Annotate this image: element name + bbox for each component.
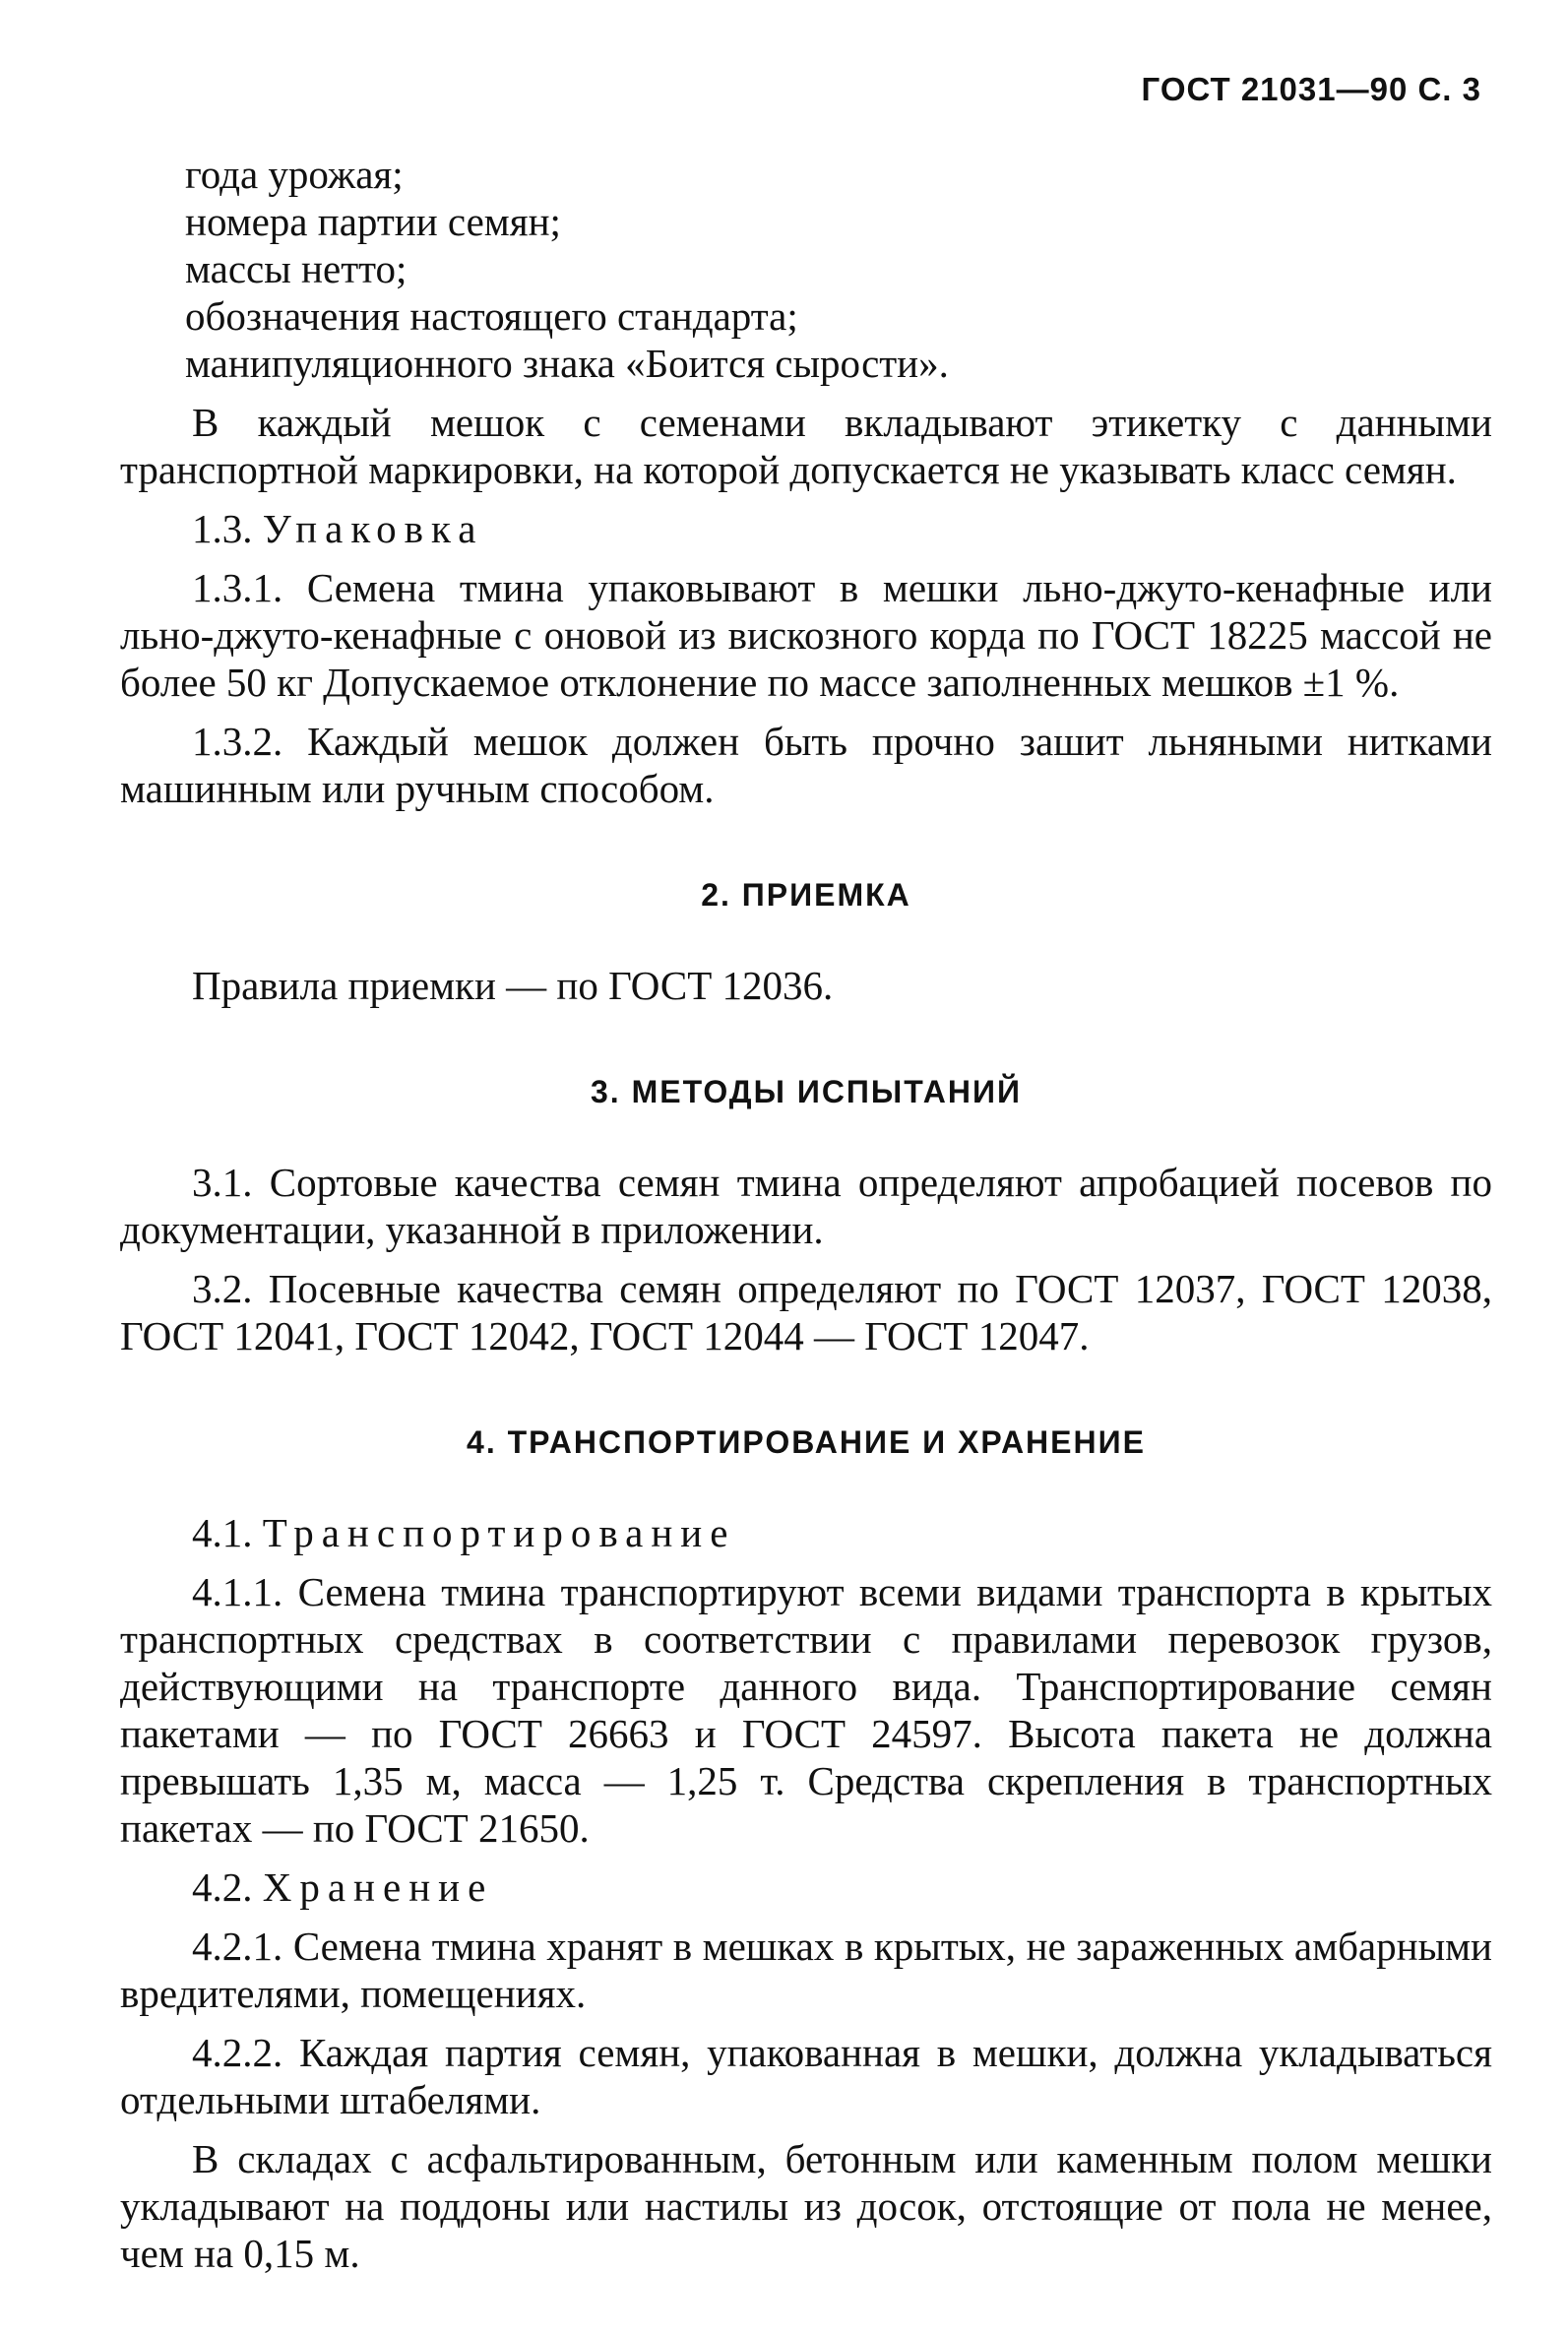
- subsection-number: 1.3.: [192, 506, 253, 551]
- list-item: массы нетто;: [185, 246, 408, 291]
- subsection-title: Транспортирование: [262, 1510, 736, 1555]
- subsection-heading-storage: [120, 1863, 1492, 1911]
- paragraph-1-3-1: 1.3.1. Семена тмина упаковывают в мешки льно-джуто-кенафные или льно-джуто-кенафные с оновой из вискозного корда по ГОСТ 18225 массой не более 50 кг Допускаемое отклонение по массе заполненных мешков ±1 %.: [120, 565, 1492, 705]
- section-title-test-methods: 3. МЕТОДЫ ИСПЫТАНИЙ: [591, 1074, 1022, 1109]
- paragraph-3-2: 3.2. Посевные качества семян определяют по ГОСТ 12037, ГОСТ 12038, ГОСТ 12041, ГОСТ 12042, ГОСТ 12044 — ГОСТ 12047.: [120, 1266, 1492, 1358]
- subsection-title: Хранение: [262, 1864, 494, 1910]
- document-body: [120, 151, 1492, 2289]
- list-item: номера партии семян;: [185, 199, 561, 244]
- paragraph-4-2-1: 4.2.1. Семена тмина хранят в мешках в крытых, не зараженных амбарными вредителями, помещениях.: [120, 1924, 1492, 2016]
- paragraph-3-1: 3.1. Сортовые качества семян тмина определяют апробацией посевов по документации, указанной в приложении.: [120, 1160, 1492, 1252]
- page-header: ГОСТ 21031—90 С. 3: [1141, 71, 1481, 107]
- subsection-title: Упаковка: [262, 506, 484, 551]
- label-paragraph: В каждый мешок с семенами вкладывают этикетку с данными транспортной маркировки, на которой допускается не указывать класс семян.: [120, 400, 1492, 492]
- section-title-transport-storage: 4. ТРАНСПОРТИРОВАНИЕ И ХРАНЕНИЕ: [467, 1424, 1146, 1460]
- section-title-acceptance: 2. ПРИЕМКА: [701, 877, 911, 913]
- paragraph-1-3-2: 1.3.2. Каждый мешок должен быть прочно зашит льняными нитками машинным или ручным способом.: [120, 719, 1492, 811]
- paragraph-acceptance-rules: Правила приемки — по ГОСТ 12036.: [192, 963, 834, 1008]
- subsection-heading-transport: [120, 1509, 1492, 1556]
- subsection-number: 4.1.: [192, 1510, 253, 1555]
- subsection-number: 4.2.: [192, 1864, 253, 1910]
- subsection-heading-packaging: [120, 505, 1492, 552]
- list-item: года урожая;: [185, 152, 404, 197]
- paragraph-4-1-1: 4.1.1. Семена тмина транспортируют всеми видами транспорта в крытых транспортных средствах в соответствии с правилами перевозок грузов, действующими на транспорте данного вида. Транспортирование семян пакетами — по ГОСТ 26663 и ГОСТ 24597. Высота пакета не должна превышать 1,35 м, масса — 1,25 т. Средства скрепления в транспортных пакетах — по ГОСТ 21650.: [120, 1569, 1492, 1851]
- paragraph-4-2-2: 4.2.2. Каждая партия семян, упакованная в мешки, должна укладываться отдельными штабелями.: [120, 2030, 1492, 2122]
- list-item: манипуляционного знака «Боится сырости».: [185, 341, 949, 386]
- list-item: обозначения настоящего стандарта;: [185, 293, 798, 339]
- marking-list: [120, 151, 1492, 387]
- paragraph-warehouse-floor: В складах с асфальтированным, бетонным или каменным полом мешки укладывают на поддоны или настилы из досок, отстоящие от пола не менее, чем на 0,15 м.: [120, 2136, 1492, 2276]
